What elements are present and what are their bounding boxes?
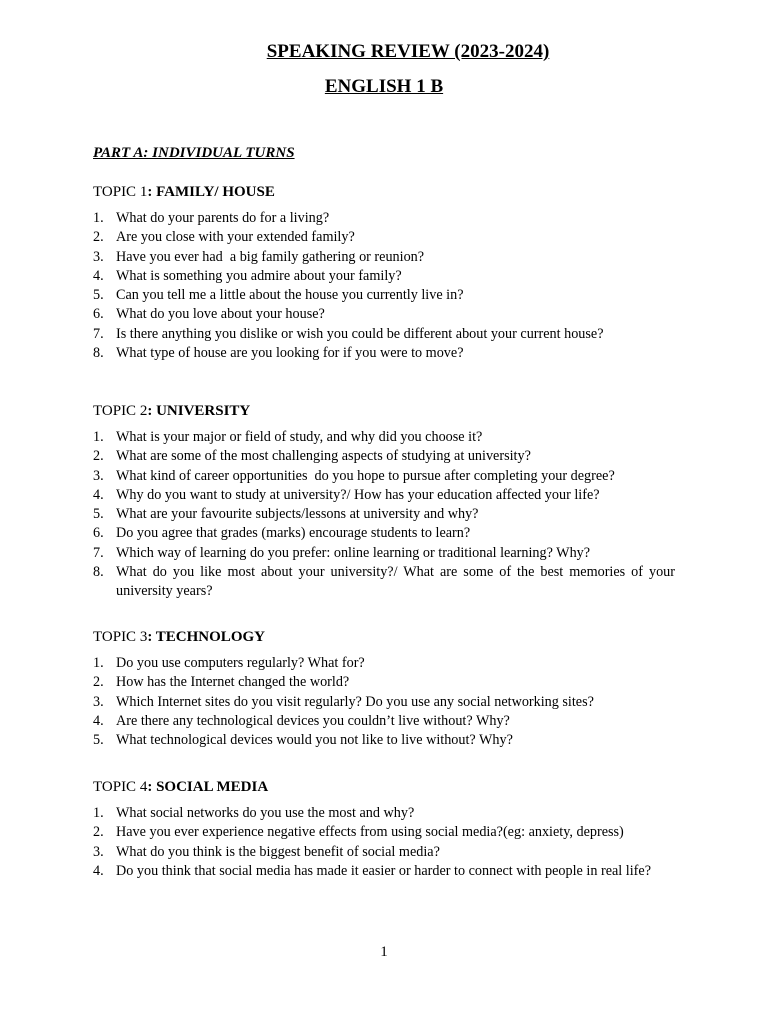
topic-name: : UNIVERSITY	[147, 403, 251, 419]
topic-section-university	[93, 402, 675, 602]
question-item	[93, 286, 675, 305]
question-item	[93, 228, 675, 247]
question-item	[93, 447, 675, 466]
question-number: 2.	[93, 448, 104, 465]
question-item	[93, 467, 675, 486]
question-item	[93, 712, 675, 731]
question-text: Do you think that social media has made it easier or harder to connect with people in real life?	[116, 862, 651, 879]
question-text: Do you agree that grades (marks) encourage students to learn?	[116, 525, 471, 542]
question-number: 3.	[93, 693, 104, 710]
question-text: What do your parents do for a living?	[116, 210, 330, 226]
question-text: How has the Internet changed the world?	[116, 674, 350, 691]
question-number: 3.	[93, 248, 104, 265]
question-text: Are you close with your extended family?	[116, 229, 355, 246]
question-number: 5.	[93, 732, 104, 749]
question-text: Are there any technological devices you couldn’t live without? Why?	[116, 712, 510, 729]
topic-heading	[93, 778, 675, 797]
question-item	[93, 267, 675, 286]
question-number: 7.	[93, 544, 104, 561]
question-text: What type of house are you looking for if you were to move?	[116, 345, 464, 362]
question-item	[93, 428, 675, 447]
question-number: 1.	[93, 210, 104, 226]
question-item	[93, 654, 675, 673]
question-text: Why do you want to study at university?/ How has your education affected your life?	[116, 486, 600, 503]
question-text: Can you tell me a little about the house you currently live in?	[116, 287, 464, 304]
question-list	[93, 654, 675, 750]
topic-prefix: TOPIC 1	[93, 184, 148, 200]
question-text: What do you like most about your university?/ What are some of the best memories of your university years?	[116, 564, 675, 600]
question-text: What are some of the most challenging aspects of studying at university?	[116, 448, 531, 465]
topic-section-technology	[93, 628, 675, 750]
question-item	[93, 486, 675, 505]
question-number: 7.	[93, 325, 104, 342]
topic-name: : SOCIAL MEDIA	[147, 779, 269, 795]
question-text: Have you ever experience negative effects from using social media?(eg: anxiety, depress)	[116, 824, 624, 841]
document-subtitle: ENGLISH 1 B	[324, 76, 444, 97]
topic-name: : FAMILY/ HOUSE	[147, 184, 275, 200]
question-item	[93, 731, 675, 750]
topic-name: : TECHNOLOGY	[147, 629, 265, 645]
question-list	[93, 209, 675, 363]
question-item	[93, 344, 675, 363]
document-title: SPEAKING REVIEW (2023-2024)	[266, 41, 550, 62]
question-item	[93, 843, 675, 862]
question-item	[93, 505, 675, 524]
topic-heading	[93, 628, 675, 647]
question-number: 5.	[93, 506, 104, 523]
question-list	[93, 804, 675, 881]
question-text: What do you love about your house?	[116, 306, 325, 323]
question-text: Which way of learning do you prefer: online learning or traditional learning? Why?	[116, 544, 591, 561]
question-number: 4.	[93, 712, 104, 729]
topic-section-social-media	[93, 778, 675, 881]
question-number: 2.	[93, 824, 104, 841]
question-item	[93, 209, 675, 228]
question-number: 8.	[93, 345, 104, 362]
question-item	[93, 563, 675, 602]
question-text: What do you think is the biggest benefit of social media?	[116, 843, 440, 860]
topic-section-family-house	[93, 183, 675, 363]
question-text: Is there anything you dislike or wish you could be different about your current house?	[116, 325, 604, 342]
question-list	[93, 428, 675, 602]
question-number: 4.	[93, 267, 104, 284]
question-item	[93, 524, 675, 543]
question-number: 1.	[93, 805, 104, 821]
question-number: 8.	[93, 564, 104, 581]
question-text: What is your major or field of study, and why did you choose it?	[116, 429, 483, 445]
question-text: Which Internet sites do you visit regularly? Do you use any social networking sites?	[116, 693, 594, 710]
topic-heading	[93, 183, 675, 202]
page-number: 1	[380, 944, 388, 960]
question-text: Do you use computers regularly? What for?	[116, 655, 365, 671]
question-number: 3.	[93, 843, 104, 860]
question-item	[93, 673, 675, 692]
question-text: Have you ever had a big family gathering or reunion?	[116, 248, 425, 265]
topic-prefix: TOPIC 3	[93, 629, 148, 645]
question-number: 2.	[93, 674, 104, 691]
question-item	[93, 305, 675, 324]
question-item	[93, 544, 675, 563]
question-number: 5.	[93, 287, 104, 304]
question-text: What is something you admire about your family?	[116, 267, 402, 284]
question-number: 2.	[93, 229, 104, 246]
question-number: 4.	[93, 862, 104, 879]
question-number: 6.	[93, 525, 104, 542]
question-item	[93, 325, 675, 344]
question-item	[93, 862, 675, 881]
question-number: 6.	[93, 306, 104, 323]
question-number: 3.	[93, 467, 104, 484]
topic-prefix: TOPIC 2	[93, 403, 148, 419]
question-text: What technological devices would you not like to live without? Why?	[116, 732, 513, 749]
question-item	[93, 823, 675, 842]
topic-prefix: TOPIC 4	[93, 779, 148, 795]
question-number: 1.	[93, 429, 104, 445]
question-number: 4.	[93, 486, 104, 503]
question-text: What social networks do you use the most and why?	[116, 805, 415, 821]
question-number: 1.	[93, 655, 104, 671]
question-item	[93, 804, 675, 823]
question-item	[93, 248, 675, 267]
question-text: What kind of career opportunities do you hope to pursue after completing your degree?	[116, 467, 615, 484]
question-text: What are your favourite subjects/lessons at university and why?	[116, 506, 479, 523]
topic-heading	[93, 402, 675, 421]
part-heading: PART A: INDIVIDUAL TURNS	[93, 145, 295, 161]
question-item	[93, 693, 675, 712]
